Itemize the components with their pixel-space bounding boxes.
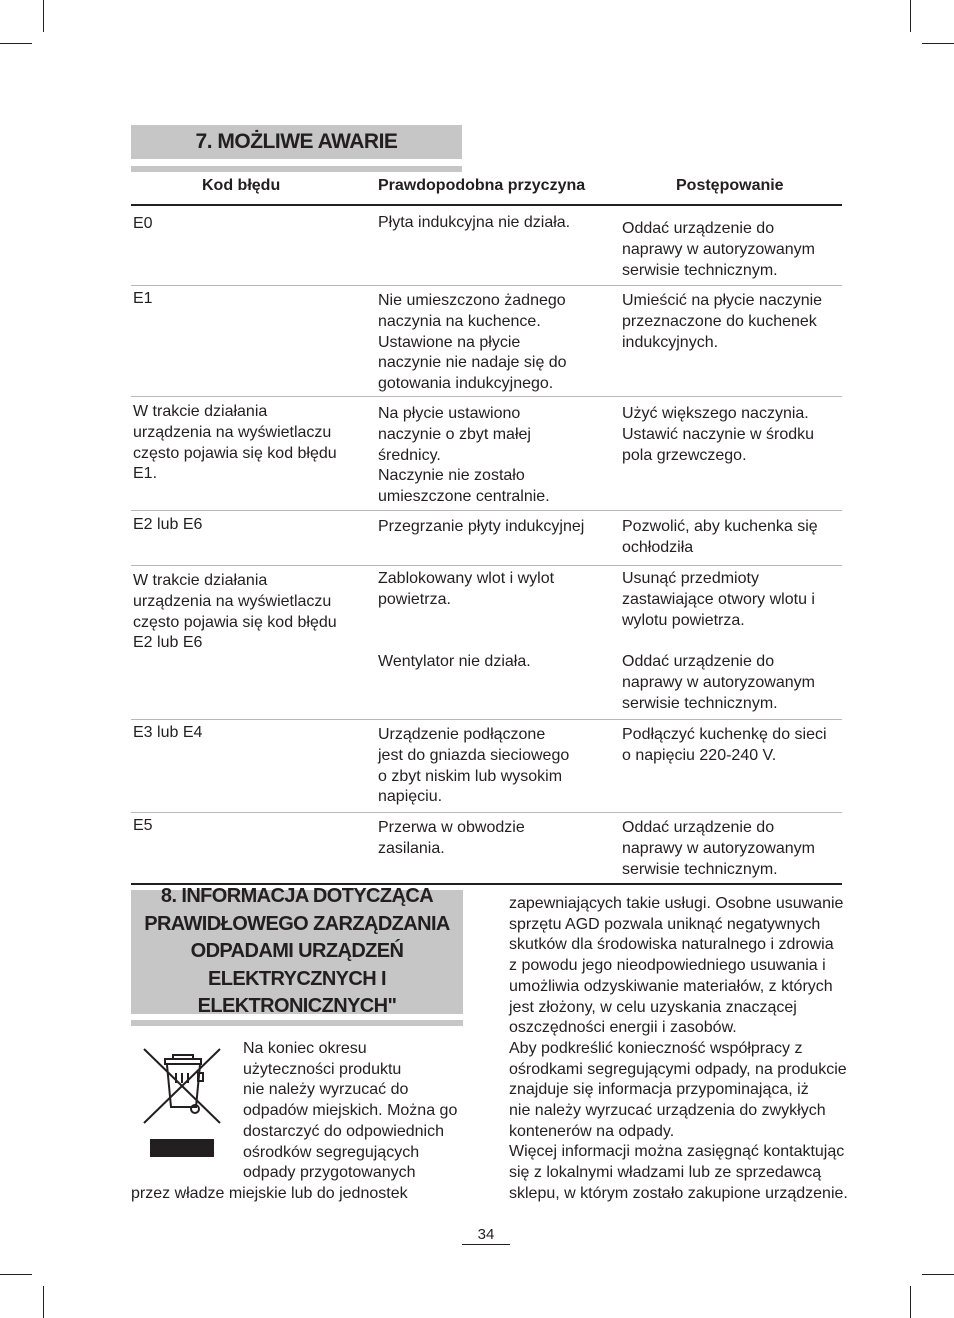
header-probable-cause: Prawdopodobna przyczyna xyxy=(378,177,586,194)
crop-mark-top-right-h xyxy=(922,43,954,44)
error-cause: Urządzenie podłączone jest do gniazda sieciowego o zbyt niskim lub wysokim napięciu. xyxy=(378,726,570,806)
error-code: E0 xyxy=(133,215,153,232)
table-row xyxy=(131,206,842,286)
error-cause: Płyta indukcyjna nie działa. xyxy=(378,214,571,231)
crop-mark-bottom-left-h xyxy=(0,1274,32,1275)
error-action: Oddać urządzenie do naprawy w autoryzowanym serwisie technicznym. xyxy=(622,819,815,878)
error-cause: Nie umieszczono żadnego naczynia na kuchence. Ustawione na płycie naczynie nie nadaje się do gotowania indukcyjnego. xyxy=(378,292,567,393)
table-row xyxy=(131,397,842,511)
table-row xyxy=(131,566,842,720)
page-number: 34 xyxy=(477,1226,495,1243)
crop-mark-top-right-v xyxy=(910,0,911,32)
error-cause: Przegrzanie płyty indukcyjnej xyxy=(378,518,585,535)
error-code: E5 xyxy=(133,817,153,834)
error-cause-secondary: Wentylator nie działa. xyxy=(378,653,531,670)
crop-mark-top-left-h xyxy=(0,43,32,44)
error-code: W trakcie działania urządzenia na wyświetlaczu często pojawia się kod błędu E2 lub E6 xyxy=(133,572,337,652)
error-action-secondary: Oddać urządzenie do naprawy w autoryzowanym serwisie technicznym. xyxy=(622,653,815,712)
table-row xyxy=(131,511,842,566)
crossed-out-wheelie-bin-icon xyxy=(138,1043,228,1161)
error-action: Podłączyć kuchenkę do sieci o napięciu 220-240 V. xyxy=(622,726,827,764)
error-table-header xyxy=(131,172,842,204)
page-number-rule xyxy=(462,1244,510,1245)
error-code: E1 xyxy=(133,290,153,307)
error-code: W trakcie działania urządzenia na wyświetlaczu często pojawia się kod błędu E1. xyxy=(133,403,337,483)
error-code: E2 lub E6 xyxy=(133,516,203,533)
error-action: Użyć większego naczynia. Ustawić naczynie w środku pola grzewczego. xyxy=(622,405,815,464)
section-8-rule xyxy=(131,1020,463,1026)
crop-mark-bottom-left-v xyxy=(43,1286,44,1318)
disposal-text-below-icon: przez władze miejskie lub do jednostek xyxy=(131,1185,408,1202)
error-code: E3 lub E4 xyxy=(133,724,203,741)
error-action: Pozwolić, aby kuchenka się ochłodziła xyxy=(622,518,818,556)
section-8-title: 8. INFORMACJA DOTYCZĄCA PRAWIDŁOWEGO ZARZĄDZANIA ODPADAMI URZĄDZEŃ ELEKTRYCZNYCH I ELEKTRONICZNYCH" xyxy=(131,890,463,1014)
disposal-text-right-column: zapewniających takie usługi. Osobne usuwanie sprzętu AGD pozwala uniknąć negatywnych skutków dla środowiska naturalnego i zdrowia z powodu jego nieodpowiedniego usuwania i umożliwia odzyskiwanie materiałów, z których jest złożony, w celu uzyskania znaczącej oszczędności energii i zasobów. Aby podkreślić konieczność współpracy z ośrodkami segregującymi odpady, na produkcie znajduje się informacja przypominająca, iż nie należy wyrzucać urządzenia do zwykłych kontenerów na odpady. Więcej informacji można zasięgnąć kontaktując się z lokalnymi władzami lub ze sprzedawcą sklepu, w którym zostało zakupione urządzenie. xyxy=(509,895,848,1202)
error-action: Usunąć przedmioty zastawiające otwory wlotu i wylotu powietrza. xyxy=(622,570,815,629)
section-7-title: 7. MOŻLIWE AWARIE xyxy=(131,125,462,159)
table-row xyxy=(131,720,842,813)
error-action: Oddać urządzenie do naprawy w autoryzowanym serwisie technicznym. xyxy=(622,220,815,279)
error-cause: Przerwa w obwodzie zasilania. xyxy=(378,819,525,857)
crop-mark-bottom-right-v xyxy=(910,1286,911,1318)
table-row xyxy=(131,813,842,885)
header-error-code: Kod błędu xyxy=(202,177,281,194)
error-action: Umieścić na płycie naczynie przeznaczone do kuchenek indukcyjnych. xyxy=(622,292,823,351)
disposal-text-beside-icon: Na koniec okresu użyteczności produktu nie należy wyrzucać do odpadów miejskich. Można go dostarczyć do odpowiednich ośrodków segregujących odpady przygotowanych xyxy=(243,1040,458,1182)
crop-mark-top-left-v xyxy=(43,0,44,32)
error-cause: Zablokowany wlot i wylot powietrza. xyxy=(378,570,555,608)
table-row xyxy=(131,286,842,397)
crop-mark-bottom-right-h xyxy=(922,1274,954,1275)
error-cause: Na płycie ustawiono naczynie o zbyt małej średnicy. Naczynie nie zostało umieszczone centralnie. xyxy=(378,405,550,506)
header-action: Postępowanie xyxy=(676,177,784,194)
